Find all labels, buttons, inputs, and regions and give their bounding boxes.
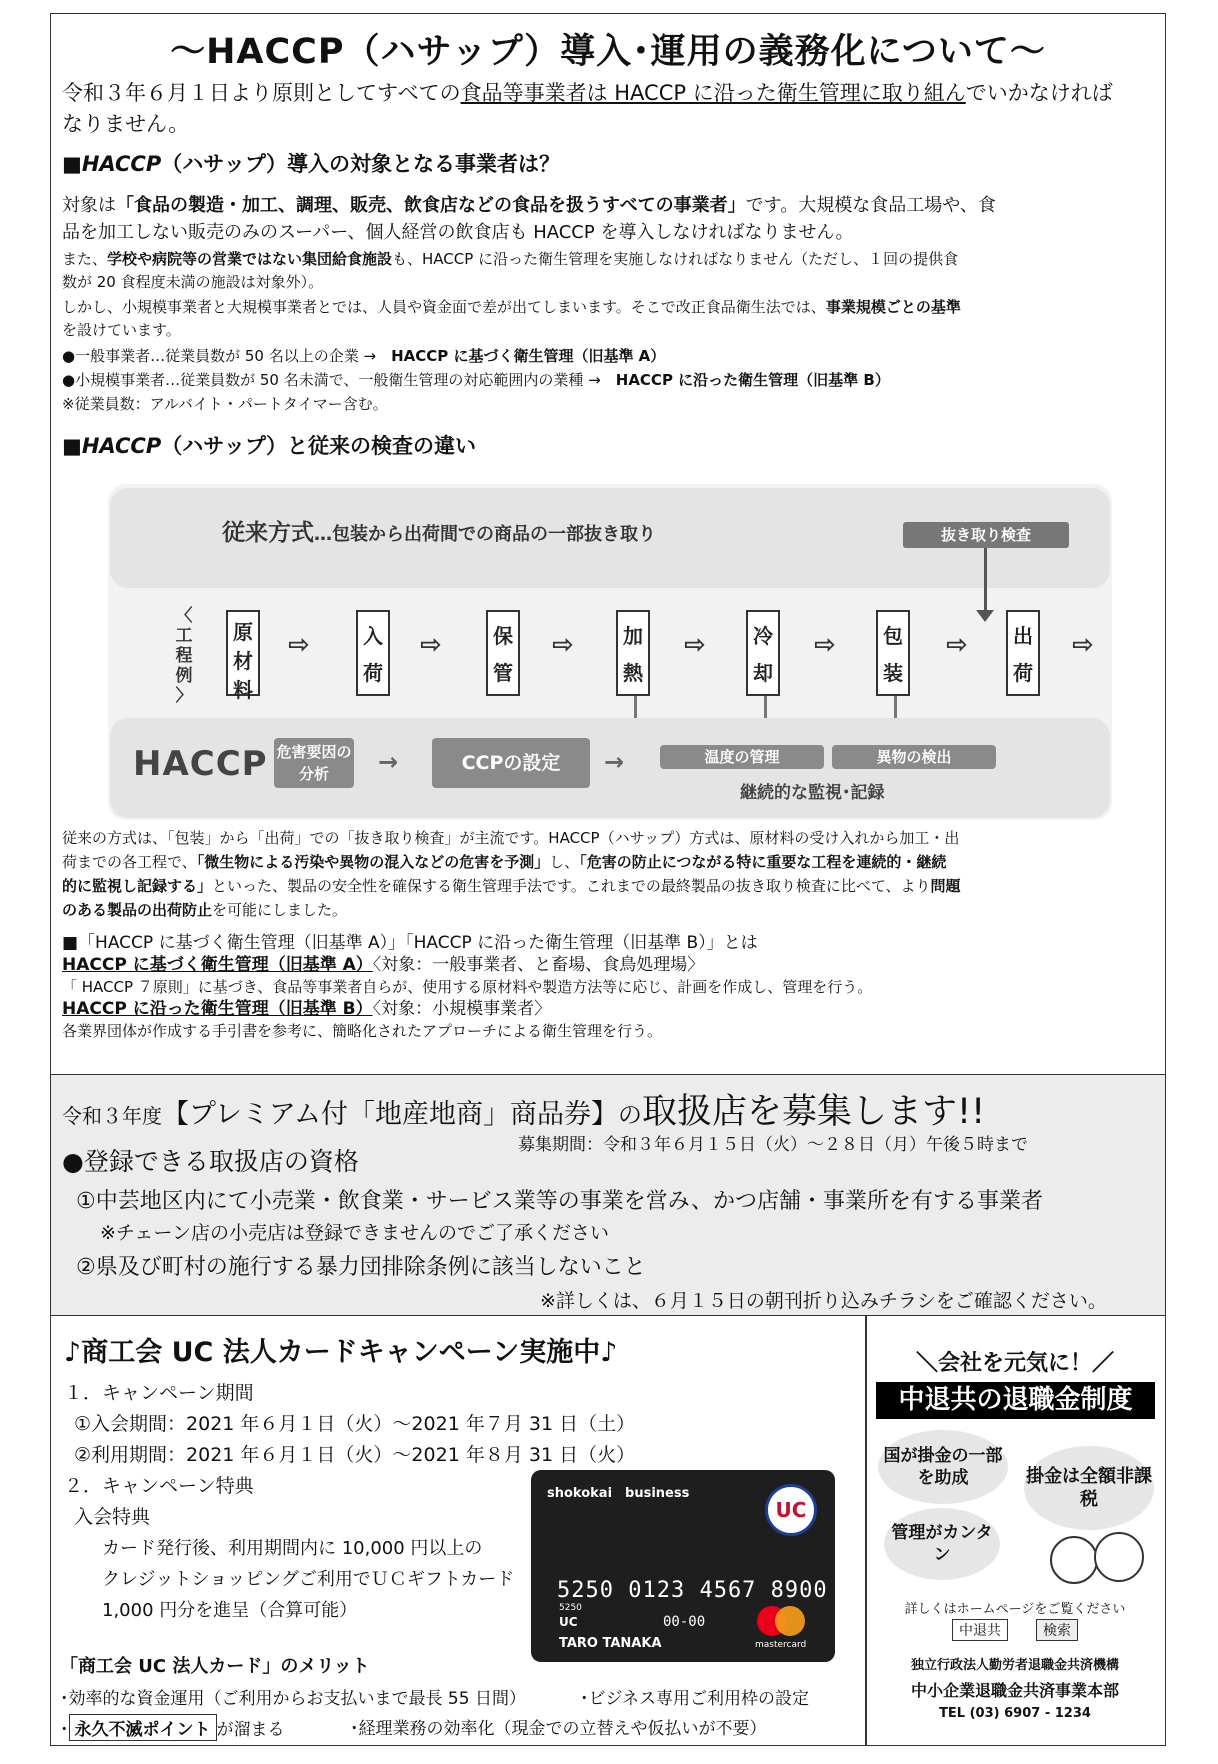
qualification-heading: ●登録できる取扱店の資格 [62, 1147, 359, 1176]
business-type-list [62, 344, 1154, 416]
list-item: ●小規模事業者…従業員数が 50 名未満で、一般衛生管理の対応範囲内の業種 → HACCP に沿った衛生管理（旧基準 B） [62, 371, 890, 389]
uc-campaign-title: ♪商工会 UC 法人カードキャンペーン実施中♪ [64, 1337, 618, 1368]
card-holder: TARO TANAKA [559, 1636, 662, 1651]
standard-b-desc: 各業界団体が作成する手引書を参考に、簡略化されたアプローチによる衛生管理を行う。 [62, 1022, 663, 1040]
coupon-title: 令和３年度【プレミアム付「地産地商」商品券】の取扱店を募集します!! [62, 1092, 986, 1132]
conventional-title: 従来方式…包装から出荷間での商品の一部抜き取り [222, 520, 656, 546]
card-small-number: 5250 [559, 1603, 582, 1613]
merit-heading: 「商工会 UC 法人カード」のメリット [60, 1656, 370, 1677]
target-paragraph: 対象は「食品の製造・加工、調理、販売、飲食店などの食品を扱うすべての事業者」です。大規模な食品工場や、食 品を加工しない販売のみのスーパー、個人経営の飲食店も HACCP を導入しなければなりません。 [62, 195, 996, 243]
ad-tel: TEL (03) 6907 - 1234 [939, 1706, 1091, 1721]
process-shipping: 出 荷 [1006, 610, 1040, 696]
arrow-right-icon: ⇨ [288, 630, 310, 660]
merit-1: ･効率的な資金運用（ご利用からお支払いまで最長 55 日間） [60, 1689, 526, 1709]
merit-4: ･経理業務の効率化（現金での立替えや仮払いが不要） [350, 1719, 767, 1739]
qualification-1-note: ※チェーン店の小売店は登録できませんのでご了承ください [100, 1222, 609, 1244]
qualification-2: ②県及び町村の施行する暴力団排除条例に該当しないこと [76, 1255, 646, 1280]
section-heading-difference: ■HACCP（ハサップ）と従来の検査の違い [62, 434, 477, 458]
mascot-icon [1050, 1536, 1098, 1584]
search-term: 中退共 [952, 1619, 1008, 1641]
process-storage: 保 管 [486, 610, 520, 696]
arrow-right-icon: ⇨ [946, 630, 968, 660]
bubble-tax-free: 掛金は全額非課税 [1024, 1446, 1154, 1530]
arrow-down-icon [976, 610, 994, 622]
card-brand: shokokai business [547, 1486, 690, 1501]
ad-detail: 詳しくはホームページをご覧ください [904, 1602, 1126, 1617]
ad-title: 中退共の退職金制度 [876, 1382, 1155, 1419]
connector-line [984, 548, 987, 614]
standard-a-title: HACCP に基づく衛生管理（旧基準 A）〈対象：一般事業者、と畜場、食鳥処理場〉 [62, 955, 705, 975]
scale-paragraph: しかし、小規模事業者と大規模事業者とでは、人員や資金面で差が出てしまいます。そこで改正食品衛生法では、事業規模ごとの基準 を設けています。 [62, 298, 961, 339]
arrow-right-icon: ⇨ [684, 630, 706, 660]
bubble-subsidy: 国が掛金の一部を助成 [878, 1430, 1008, 1504]
standard-b-title: HACCP に沿った衛生管理（旧基準 B）〈対象：小規模事業者〉 [62, 999, 552, 1019]
arrow-right-icon: → [604, 748, 625, 776]
bubble-easy: 管理がカンタン [884, 1508, 1000, 1580]
arrow-right-icon: ⇨ [420, 630, 442, 660]
merit-3: ･ 永久不滅ポイント が溜まる [60, 1714, 285, 1741]
temperature-control-box: 温度の管理 [660, 745, 824, 769]
eternal-points-tag: 永久不滅ポイント [69, 1714, 217, 1741]
note: ※従業員数：アルバイト・パートタイマー含む。 [62, 395, 388, 413]
arrow-right-icon: ⇨ [1072, 630, 1094, 660]
foreign-detection-box: 異物の検出 [832, 745, 996, 769]
continuous-monitoring-label: 継続的な監視･記録 [740, 783, 885, 803]
mascot-icon [1094, 1532, 1144, 1582]
process-raw-material: 原 材 料 [226, 610, 260, 696]
process-heating: 加 熱 [616, 610, 650, 696]
card-valid: 00-00 [663, 1614, 706, 1630]
standards-heading: ■「HACCP に基づく衛生管理（旧基準 A）」「HACCP に沿った衛生管理（旧基準 B）」とは [62, 933, 758, 953]
section-heading-target: ■HACCP（ハサップ）導入の対象となる事業者は？ [62, 152, 561, 176]
ad-org-2: 中小企業退職金共済事業本部 [910, 1681, 1119, 1700]
recruit-period: 募集期間：令和３年６月１５日（火）～２８日（月）午後５時まで [518, 1135, 1028, 1155]
uc-campaign-details: １．キャンペーン期間 ①入会期間：2021 年６月１日（火）～2021 年７月 31 日（土） ②利用期間：2021 年６月１日（火）～2021 年８月 31 日（火） ２．キャンペーン特典 入会特典 カード発行後、利用期間内に 10,000 円以上の クレジットショッピングご利用でＵＣギフトカード 1,000 円分を進呈（合算可能） [64, 1382, 636, 1621]
standard-a-desc: 「 HACCP ７原則」に基づき、食品等事業者自らが、使用する原材料や製造方法等に応じ、計画を作成し、管理を行う。 [62, 978, 873, 996]
list-item: ●一般事業者…従業員数が 50 名以上の企業 → HACCP に基づく衛生管理（旧基準 A） [62, 347, 666, 365]
search-button[interactable]: 検索 [1036, 1619, 1078, 1641]
arrow-right-icon: → [378, 748, 399, 776]
sample-inspection-box: 抜き取り検査 [903, 522, 1069, 548]
process-receiving: 入 荷 [356, 610, 390, 696]
details-note: ※詳しくは、６月１５日の朝刊折り込みチラシをご確認ください。 [540, 1290, 1107, 1312]
card-number: 5250 0123 4567 8900 [557, 1578, 828, 1603]
uc-logo: UC [765, 1484, 817, 1536]
process-packaging: 包 装 [876, 610, 910, 696]
difference-paragraph: 従来の方式は、「包装」から「出荷」での「抜き取り検査」が主流です。HACCP（ハサップ）方式は、原材料の受け入れから加工・出 荷までの各工程で、「微生物による汚染や異物の混入などの危害を予測」し、「危害の防止につながる特に重要な工程を連続的・継続 的に監視し記録する」といった、製品の安全性を確保する衛生管理手法です。これまでの最終製品の抜き取り検査に比べて、より問題 のある製品の出荷防止を可能にしました。 [62, 829, 961, 919]
process-label: 〈 工 程 例 〉 [175, 606, 193, 706]
arrow-right-icon: ⇨ [552, 630, 574, 660]
column-divider [865, 1316, 867, 1746]
standards-section [62, 932, 1154, 1042]
ad-org-1: 独立行政法人勤労者退職金共済機構 [910, 1658, 1119, 1673]
haccp-label: HACCP [133, 744, 268, 784]
mastercard-label: mastercard [755, 1640, 807, 1650]
intro-paragraph: 令和３年６月１日より原則としてすべての食品等事業者は HACCP に沿った衛生管理に取り組んでいかなければ なりません。 [62, 81, 1113, 136]
qualification-1: ①中芸地区内にて小売業・飲食業・サービス業等の事業を営み、かつ店舗・事業所を有する事業者 [76, 1189, 1044, 1214]
uc-card-image [531, 1470, 835, 1662]
card-uc: UC [559, 1615, 578, 1629]
meal-facility-paragraph: また、学校や病院等の営業ではない集団給食施設も、HACCP に沿った衛生管理を実施しなければなりません（ただし、１回の提供食 数が 20 食程度未満の施設は対象外）。 [62, 250, 959, 291]
arrow-right-icon: ⇨ [814, 630, 836, 660]
mastercard-yellow-icon [775, 1606, 805, 1636]
hazard-analysis-box: 危害要因の分析 [274, 738, 354, 788]
process-cooling: 冷 却 [746, 610, 780, 696]
ad-catch: ＼会社を元気に！／ [915, 1351, 1114, 1376]
page-title: ～HACCP（ハサップ）導入･運用の義務化について～ [170, 32, 1046, 72]
ccp-setting-box: CCPの設定 [432, 738, 590, 788]
merit-2: ･ビジネス専用ご利用枠の設定 [580, 1689, 809, 1709]
